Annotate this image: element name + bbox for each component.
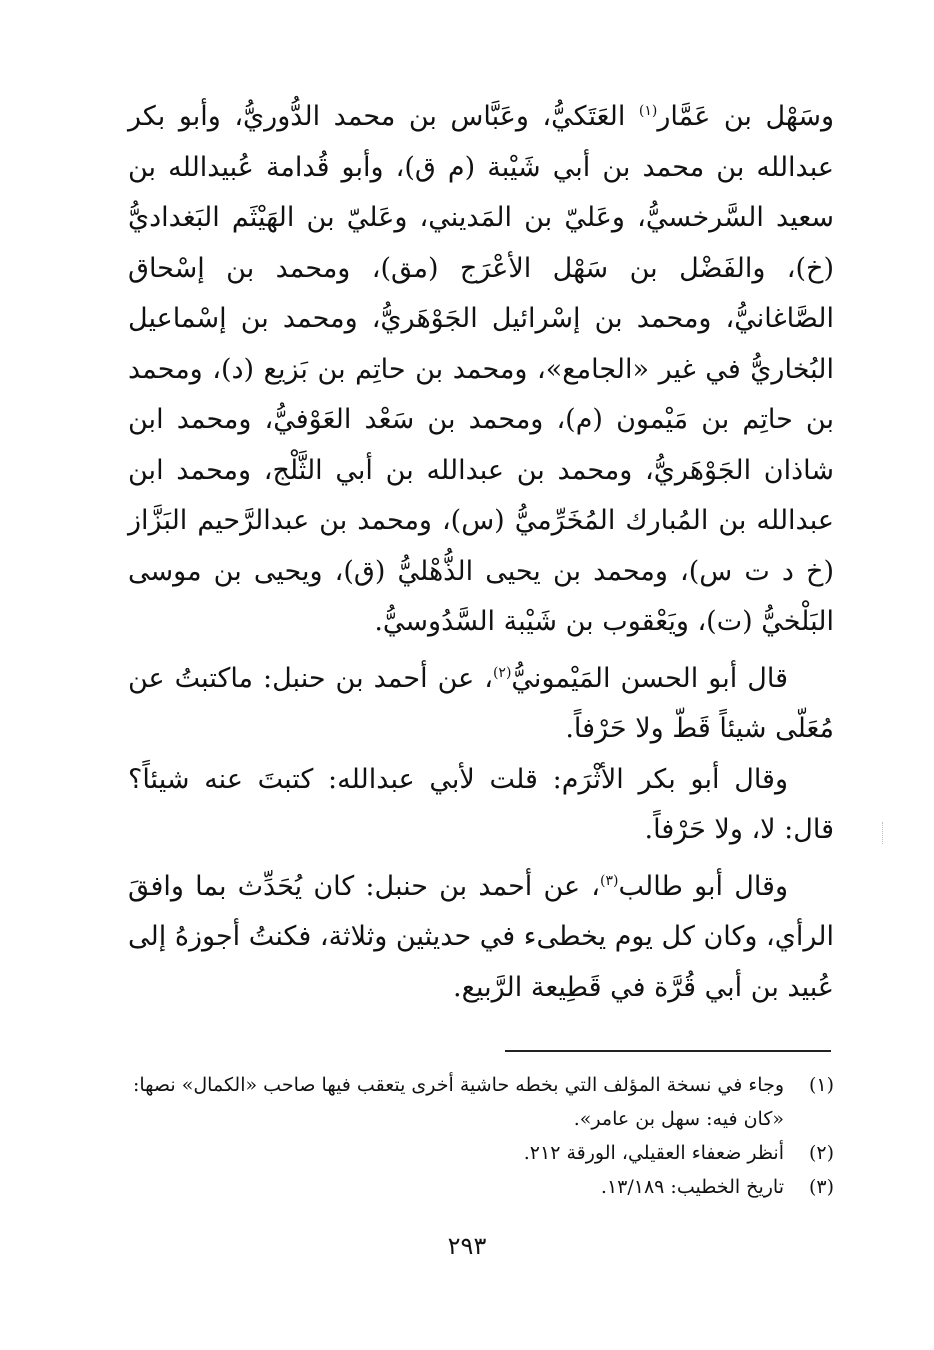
paragraph-text: وسَهْل بن عَمَّار [657,101,834,132]
footnote-item [128,1170,834,1204]
paragraph-text: قال أبو الحسن المَيْمونيُّ [511,662,788,694]
footnote-text: وجاء في نسخة المؤلف التي بخطه حاشية أخرى يتعقب فيها صاحب «الكمال» نصها: «كان فيه: سهل بن عامر». [132,1074,784,1130]
paragraph-text: وقال أبو بكر الأثْرَم: قلت لأبي عبدالله: كتبتَ عنه شيئاً؟ قال: لا، ولا حَرْفاً. [128,763,834,845]
footnote-reference: (١) [638,103,658,119]
footnote-item [128,1068,834,1136]
footnote-number: (٣) [808,1176,834,1198]
margin-mark [882,822,889,844]
footnote-item [128,1136,834,1170]
paragraph-abu-talib [128,862,834,1014]
footnote-reference: (٢) [492,664,512,681]
footnote-text: تاريخ الخطيب: ١٣/١٨٩. [600,1176,784,1198]
paragraph-narrators-list [128,92,834,648]
footnote-text: أنظر ضعفاء العقيلي، الورقة ٢١٢. [523,1142,784,1164]
footnotes [128,1068,834,1204]
paragraph-text: ، عن أحمد بن حنبل: كان يُحَدِّث بما وافقَ الرأي، وكان كل يوم يخطىء في حديثين وثلاثة، فكنتُ أجوزهُ إلى عُبيد بن أبي قُرَّة في قَطِيعة الرَّبيع. [128,870,834,1003]
main-text [128,92,834,1013]
footnote-reference: (٣) [600,872,619,889]
footnote-number: (١) [808,1074,834,1096]
footnote-separator [505,1050,831,1052]
paragraph-maymuni [128,654,834,755]
paragraph-athram [128,755,834,856]
paragraph-text: وقال أبو طالب [618,870,788,902]
footnote-number: (٢) [808,1142,834,1164]
paragraph-text: ، عن أحمد بن حنبل: ماكتبتُ عن مُعَلّى شيئاً قَطّ ولا حَرْفاً. [128,662,834,744]
paragraph-text: العَتَكيُّ، وعَبَّاس بن محمد الدُّوريُّ، وأبو بكر عبدالله بن محمد بن أبي شَيْبة (م ق)، وأبو قُدامة عُبيدالله بن سعيد السَّرخسيُّ، وعَليّ بن المَديني، وعَليّ بن الهَيْثَم البَغداديُّ (خ)، والفَضْل بن سَهْل الأعْرَج (مق)، ومحمد بن إسْحاق الصَّاغانيُّ، ومحمد بن إسْرائيل الجَوْهَريُّ، ومحمد بن إسْماعيل البُخاريُّ في غير «الجامع»، ومحمد بن حاتِم بن بَزيع (د)، ومحمد بن حاتِم بن مَيْمون (م)، ومحمد بن سَعْد العَوْفيُّ، ومحمد ابن شاذان الجَوْهَريُّ، ومحمد بن عبدالله بن أبي الثَّلْج، ومحمد ابن عبدالله بن المُبارك المُخَرِّميُّ (س)، ومحمد بن عبدالرَّحيم البَزَّاز (خ د ت س)، ومحمد بن يحيى الذُّهْليُّ (ق)، ويحيى بن موسى البَلْخيُّ (ت)، ويَعْقوب بن شَيْبة السَّدُوسيُّ. [128,101,834,637]
page-number: ٢٩٣ [447,1232,487,1260]
